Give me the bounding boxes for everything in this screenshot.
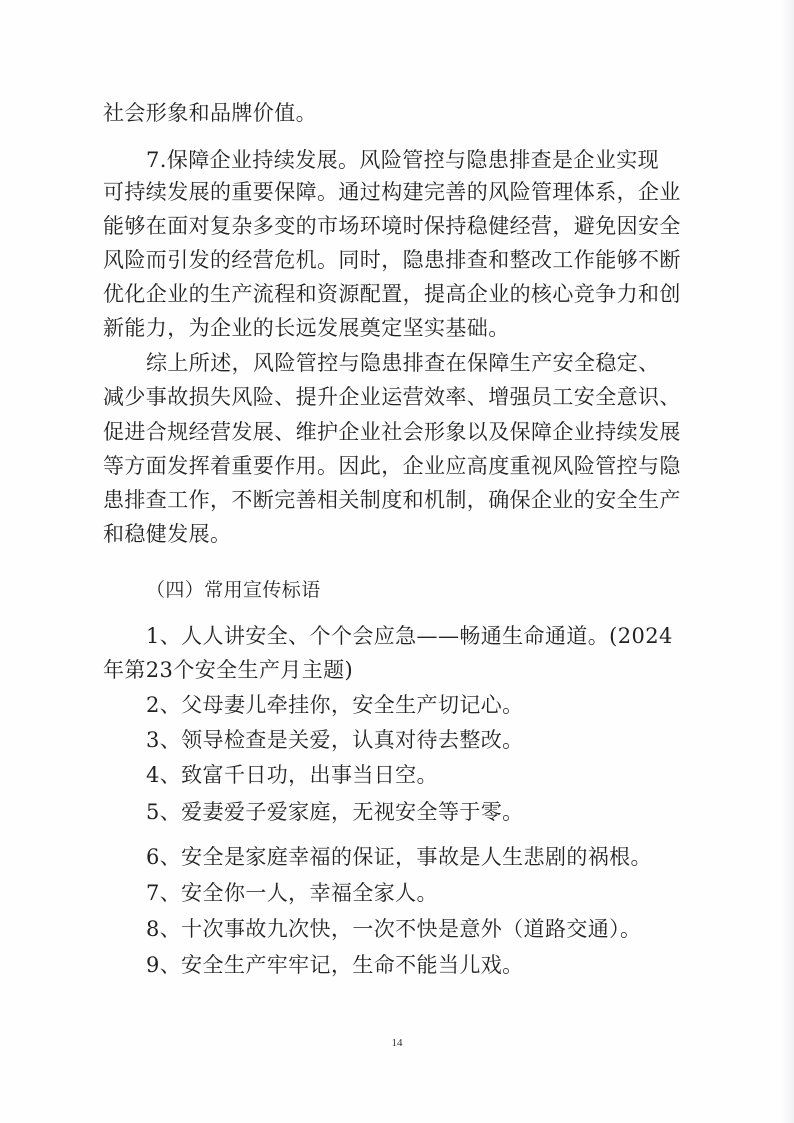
- page-edge-shadow: [780, 0, 794, 1123]
- text-line: 风险而引发的经营危机。同时，隐患排查和整改工作能够不断: [103, 248, 681, 272]
- text-line: 社会形象和品牌价值。: [103, 101, 317, 125]
- slogan-line: 2、父母妻儿牵挂你，安全生产切记心。: [146, 693, 524, 717]
- slogan-line: 6、安全是家庭幸福的保证，事故是人生悲剧的祸根。: [146, 845, 652, 869]
- text-line: 可持续发展的重要保障。通过构建完善的风险管理体系，企业: [103, 180, 681, 204]
- text-line: 新能力，为企业的长远发展奠定坚实基础。: [103, 316, 510, 340]
- slogan-line: 4、致富千日功，出事当日空。: [146, 763, 438, 787]
- slogan-line: 7、安全你一人，幸福全家人。: [146, 881, 438, 905]
- text-line: 患排查工作，不断完善相关制度和机制，确保企业的安全生产: [103, 488, 681, 512]
- text-line: 7.保障企业持续发展。风险管控与隐患排查是企业实现: [146, 148, 660, 172]
- slogan-line: 5、爱妻爱子爱家庭，无视安全等于零。: [146, 800, 524, 824]
- slogan-line: 3、领导检查是关爱，认真对待去整改。: [146, 728, 524, 752]
- page-number: 14: [391, 1037, 403, 1049]
- text-line: 和稳健发展。: [103, 522, 232, 546]
- slogan-line: 年第23个安全生产月主题): [103, 658, 354, 682]
- slogan-line: 8、十次事故九次快，一次不快是意外（道路交通）。: [146, 917, 642, 941]
- text-line: 促进合规经营发展、维护企业社会形象以及保障企业持续发展: [103, 420, 681, 444]
- slogan-line: 1、人人讲安全、个个会应急——畅通生命通道。(2024: [146, 624, 673, 648]
- text-line: 综上所述，风险管控与隐患排查在保障生产安全稳定、: [146, 351, 660, 375]
- text-line: 等方面发挥着重要作用。因此，企业应高度重视风险管控与隐: [103, 454, 681, 478]
- text-line: 减少事故损失风险、提升企业运营效率、增强员工安全意识、: [103, 385, 681, 409]
- text-line: 优化企业的生产流程和资源配置，提高企业的核心竞争力和创: [103, 282, 681, 306]
- text-line: 能够在面对复杂多变的市场环境时保持稳健经营，避免因安全: [103, 214, 681, 238]
- section-heading: （四）常用宣传标语: [146, 579, 321, 601]
- slogan-line: 9、安全生产牢牢记，生命不能当儿戏。: [146, 953, 524, 977]
